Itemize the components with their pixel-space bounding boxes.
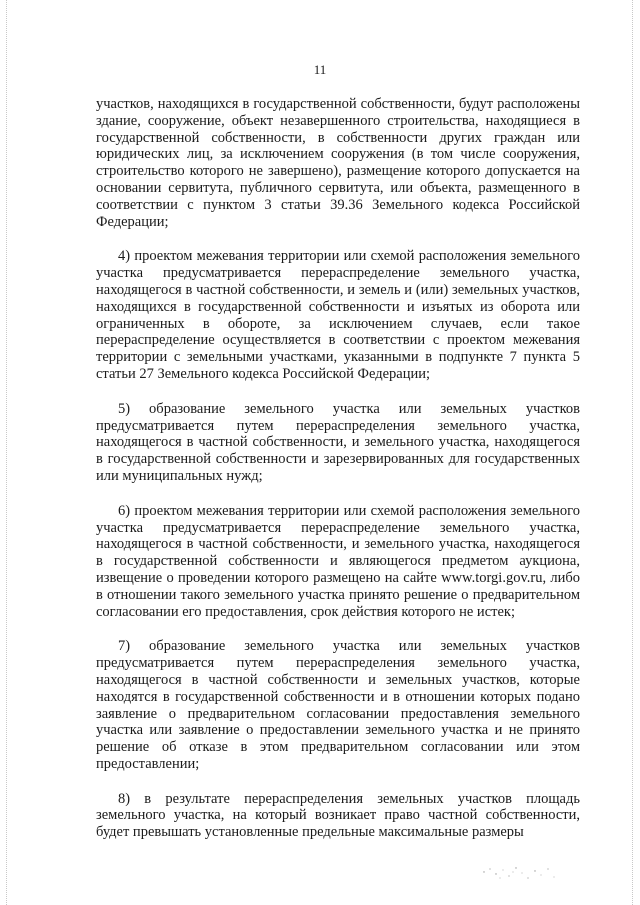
- paragraph-continuation: участков, находящихся в государственной собственности, будут расположены здание, сооружение, объект незавершенного строительства, находящиеся в государственной собственности, в собственности других граждан или юридических лиц, за исключением сооружения (в том числе сооружения, строительство которого не завершено), размещение которого допускается на основании сервитута, публичного сервитута, или объекта, размещенного в соответствии с пунктом 3 статьи 39.36 Земельного кодекса Российской Федерации;: [96, 96, 580, 230]
- scan-edge-left: [6, 0, 7, 905]
- scan-edge-right: [632, 0, 633, 905]
- scan-noise-marks: [478, 858, 568, 882]
- paragraph-item-4: 4) проектом межевания территории или схемой расположения земельного участка предусматривается перераспределение земельного участка, находящегося в частной собственности, и земель и (или) земельных участков, находящихся в государственной собственности и изъятых из оборота или ограниченных в обороте, за исключением случаев, если такое перераспределение осуществляется в соответствии с проектом межевания территории с земельными участками, указанными в подпункте 7 пункта 5 статьи 27 Земельного кодекса Российской Федерации;: [96, 248, 580, 382]
- page-number: 11: [313, 62, 327, 77]
- paragraph-item-8: 8) в результате перераспределения земельных участков площадь земельного участка, на который возникает право частной собственности, будет превышать установленные предельные максимальные размеры: [96, 790, 580, 841]
- document-body: [96, 96, 580, 841]
- paragraph-item-6: 6) проектом межевания территории или схемой расположения земельного участка предусматривается перераспределение земельного участка, находящегося в частной собственности, и земельного участка, находящегося в государственной собственности и являющегося предметом аукциона, извещение о проведении которого размещено на сайте www.torgi.gov.ru, либо в отношении такого земельного участка принято решение о предварительном согласовании его предоставления, срок действия которого не истек;: [96, 502, 580, 620]
- paragraph-item-5: 5) образование земельного участка или земельных участков предусматривается путем перераспределения земельного участка, находящегося в частной собственности, и земельного участка, находящегося в государственной собственности и зарезервированных для государственных или муниципальных нужд;: [96, 400, 580, 484]
- paragraph-item-7: 7) образование земельного участка или земельных участков предусматривается путем перераспределения земельного участка, находящегося в частной собственности и земельных участков, которые находятся в государственной собственности и в отношении которых подано заявление о предварительном согласовании предоставления земельного участка или заявление о предоставлении земельного участка и не принято решение об отказе в этом предварительном согласовании или этом предоставлении;: [96, 638, 580, 772]
